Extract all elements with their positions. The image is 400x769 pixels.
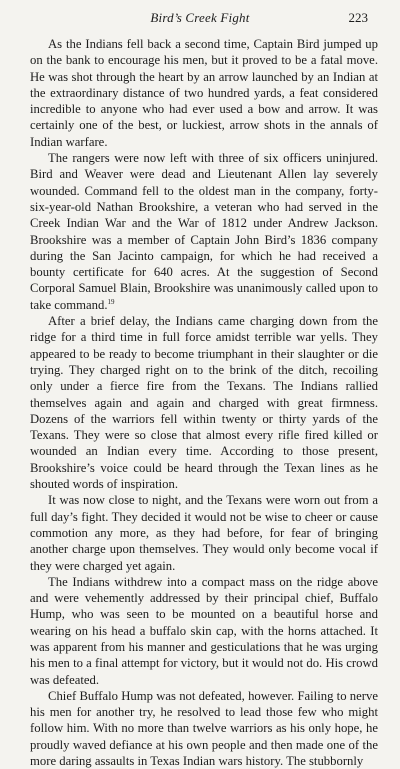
paragraph (30, 313, 378, 492)
paragraph-text: It was now close to night, and the Texans were worn out from a full day’s fight. They decided it would not be wise to cheer or cause commotion any more, as they had before, for fear of bringing another charge upon themselves. They would only become vocal if they were charged yet again. (30, 493, 378, 573)
paragraph-text: The rangers were now left with three of six officers uninjured. Bird and Weaver were dead and Lieutenant Allen lay severely wounded. Command fell to the oldest man in the company, forty-six-year-old Nathan Brookshire, a veteran who had served in the Creek Indian War and the War of 1812 under Andrew Jackson. Brookshire was a member of Captain John Bird’s 1836 company during the San Jacinto campaign, for which he had received a bounty certificate for 640 acres. At the suggestion of Second Corporal Samuel Blain, Brookshire was unanimously called upon to take command. (30, 151, 378, 312)
running-head (0, 10, 400, 28)
paragraph-text: Chief Buffalo Hump was not defeated, however. Failing to nerve his men for another try, he resolved to lead those few who might follow him. With no more than twelve warriors as his only hope, he proudly waved defiance at his own people and then made one of the more daring assaults in Texas Indian wars history. The stubbornly (30, 688, 378, 769)
paragraph (30, 574, 378, 688)
paragraph (30, 688, 378, 769)
paragraph-text: The Indians withdrew into a compact mass on the ridge above and were vehemently addressed by their principal chief, Buffalo Hump, who was seen to be mounted on a beautiful horse and wearing on his head a buffalo skin cap, with the horns attached. It was apparent from his manner and gesticulations that he was urging his men to a final attempt for victory, but it would not do. His crowd was defeated. (30, 574, 378, 687)
running-title: Bird’s Creek Fight (150, 10, 250, 25)
paragraph (30, 492, 378, 573)
page-number: 223 (348, 10, 368, 25)
paragraph-text: As the Indians fell back a second time, Captain Bird jumped up on the bank to encourage his men, but it proved to be a fatal move. He was shot through the heart by an arrow launched by an Indian at the extraordinary distance of two hundred yards, a feat considered incredible to anyone who had ever used a bow and arrow. It was certainly one of the best, or luckiest, arrow shots in the annals of Indian warfare. (30, 37, 378, 149)
paragraph (30, 36, 378, 150)
paragraph (30, 150, 378, 313)
footnote-marker: 19 (107, 297, 115, 306)
body-text (30, 36, 378, 769)
paragraph-text: After a brief delay, the Indians came charging down from the ridge for a third time in full force amidst terrible war yells. They appeared to be ready to become triumphant in their slaughter or die trying. They charged right on to the brink of the ditch, recoiling only under a fierce fire from the Texans. The Indians rallied themselves again and again and charged with great firmness. Dozens of the warriors fell within twenty or thirty yards of the Texans. They were so close that almost every rifle fired killed or wounded an Indian every time. According to those present, Brookshire’s voice could be heard through the Texan lines as he shouted words of inspiration. (30, 314, 378, 492)
